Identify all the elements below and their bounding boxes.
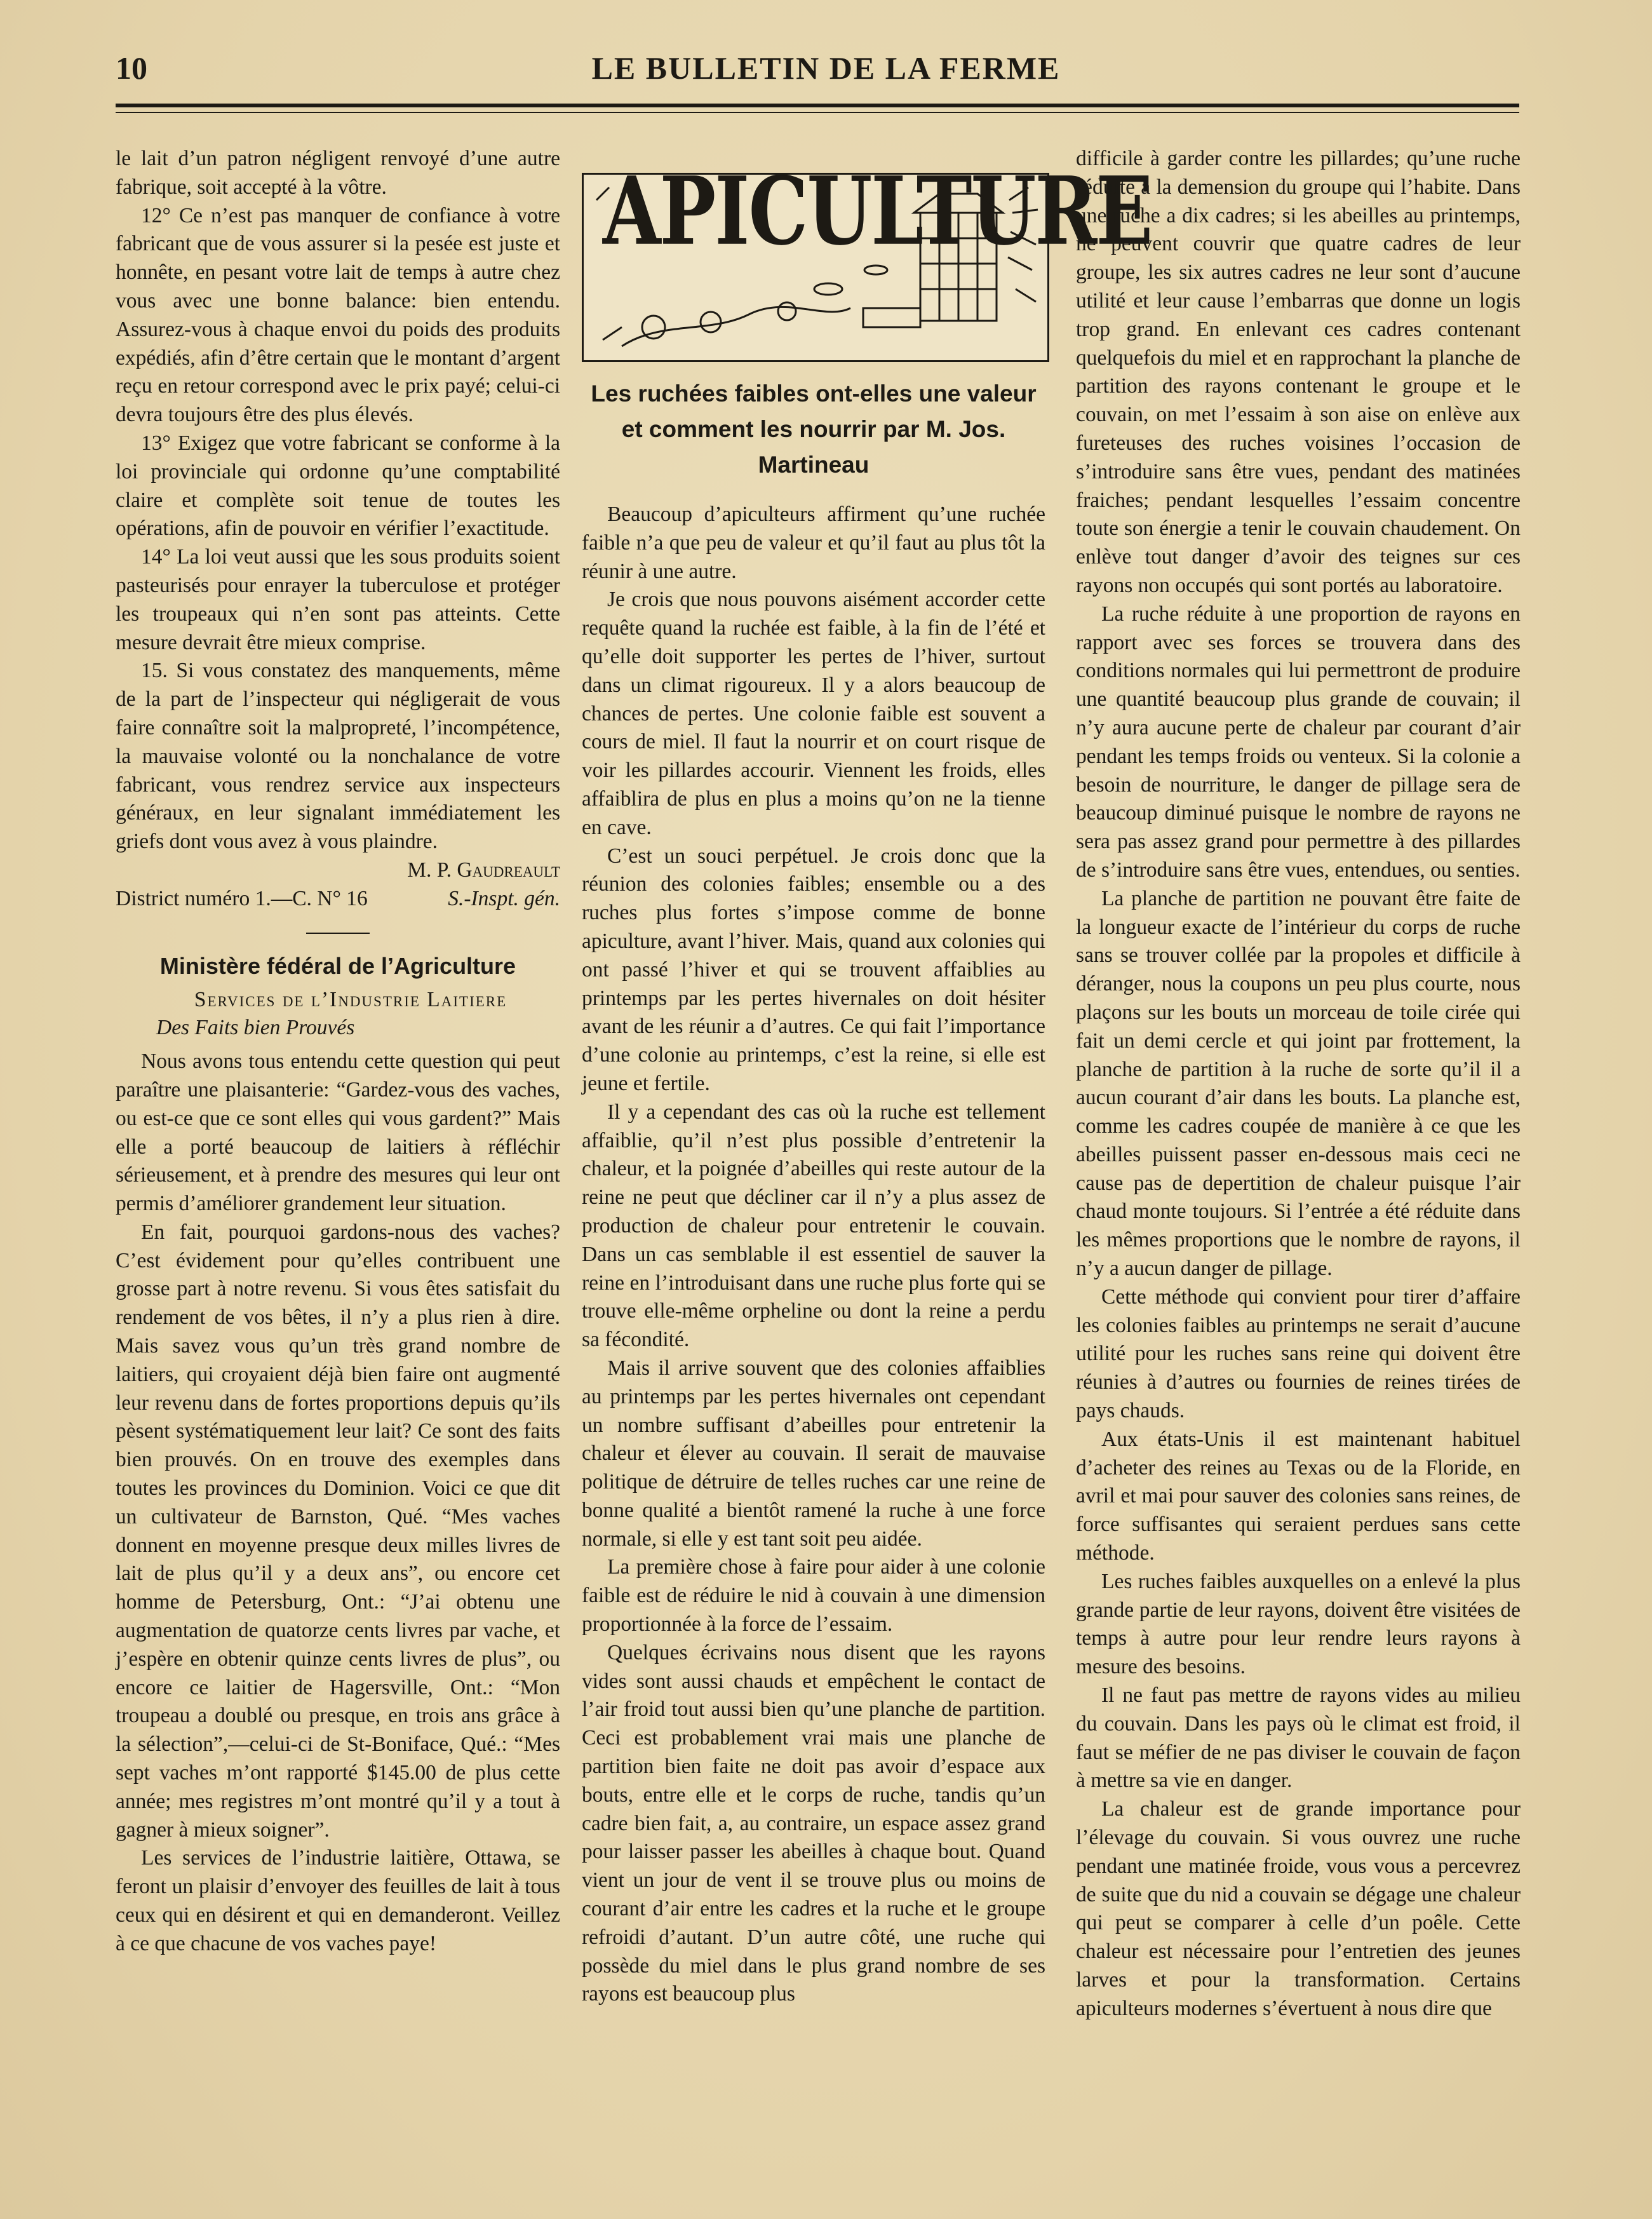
paragraph: Nous avons tous entendu cette question qui peut paraître une plaisanterie: “Gardez-vous des vaches, ou est-ce que ce sont elles qui vous gardent?” Mais elle a porté beaucoup de laitiers à réfléchir sérieusement, et à prendre des mesures qui leur ont permis d’améliorer grandement leur situation. [116, 1049, 560, 1216]
header-rule-thin [116, 112, 1519, 113]
district-role: S.-Inspt. gén. [448, 886, 560, 910]
beehive-illustration-icon [584, 175, 1047, 360]
banner-word: APICULTURE [603, 156, 1152, 266]
paragraph: Quelques écrivains nous disent que les rayons vides sont aussi chauds et empêchent le contact de l’air froid tout aussi bien qu’une planche de partition. Ceci est probablement vrai mais une planche de partition bien faite ne doit pas avoir d’espace aux bouts, entre elle et le corps de ruche, tandis qu’un cadre bien fait, a, au contraire, un espace assez grand pour laisser passer les abeilles à chaque bout. Quand vient un jour de vent il se trouve plus ou moins de courant d’air entre les cadres et la ruche et le groupe refroidi d’autant. D’un autre côté, une ruche qui possède du miel dans le plus grand nombre de ses rayons est beaucoup plus [582, 1640, 1045, 2006]
paragraph: La première chose à faire pour aider à une colonie faible est de réduire le nid à couvain à une dimension proportionnée à la force de l’essaim. [582, 1555, 1045, 1636]
district-number: District numéro 1.—C. N° 16 [116, 886, 368, 910]
paragraph: La ruche réduite à une proportion de rayons en rapport avec ses forces se trouvera dans des conditions normales qui lui permettront de produire une quantité beaucoup plus grande de couvain; il n’y aura aucune perte de chaleur par courant d’air pendant les temps froids ou venteux. Si la colonie a besoin de nourriture, le danger de pillage sera de beaucoup diminué puisque le nombre de rayons ne sera pas assez grand pour permettre à des pillardes de s’introduire sans être vues, entendues, ou senties. [1076, 602, 1521, 882]
paragraph: La planche de partition ne pouvant être faite de la longueur exacte de l’intérieur du corps de ruche sans se trouver collée par la propoles et difficile à déranger, nous la coupons un peu plus courte, nous plaçons sur les bouts un morceau de toile cirée qui fait un demi cercle et qui joint par frottement, la planche de partition à la ruche de sorte qu’il il a aucun courant d’air dans les bouts. La planche est, comme les cadres coupée de manière à ce que les abeilles puissent passer en-dessous mais ceci ne cause pas de depertition de chaleur puisque l’air chaud monte toujours. Si l’entrée a été réduite dans les mêmes proportions que le nombre de rayons, il n’y a aucun danger de pillage. [1076, 886, 1521, 1281]
paragraph: Les ruches faibles auxquelles on a enlevé la plus grande partie de leur rayons, doivent être visitées de temps à autre pour leur rendre leurs rayons à mesure des besoins. [1076, 1569, 1521, 1679]
district-line [116, 885, 560, 914]
section-subtitle: Services de l’Industrie Laitiere [194, 987, 507, 1011]
column-1 [116, 145, 560, 1959]
paragraph: le lait d’un patron négligent renvoyé d’une autre fabrique, soit accepté à la vôtre. [116, 147, 560, 199]
paragraph: En fait, pourquoi gardons-nous des vaches? C’est évidement pour qu’elles contribuent une grosse part à notre revenu. Si vous êtes satisfait du rendement de vos bêtes, il n’y a plus rien à dire. Mais savez vous qu’un très grand nombre de laitiers, qui croyaient déjà bien faire ont augmenté leur revenu dans de fortes proportions depuis qu’ils pèsent systématiquement leur lait? Ce sont des faits bien prouvés. On en trouve des exemples dans toutes les provinces du Dominion. Voici ce que dit un cultivateur de Barnston, Qué. “Mes vaches donnent en moyenne presque deux milles livres de lait de plus qu’il y a deux ans”, ou encore cet homme de Petersburg, Ont.: “J’ai obtenu une augmentation de quatorze cents livres par vache, et j’espère en obtenir quinze cents livres de plus”, ou encore ce laitier de Hagersville, Ont.: “Mon troupeau a doublé ou presque, en trois ans grâce à la sélection”,—celui-ci de St-Boniface, Qué.: “Mes sept vaches m’ont rapporté $145.00 de plus cette année; mes registres m’ont montré qu’il y a tout à gagner à mieux soigner”. [116, 1220, 560, 1842]
publication-title: LE BULLETIN DE LA FERME [591, 50, 1061, 86]
section-italic-heading: Des Faits bien Prouvés [156, 1016, 355, 1040]
paragraph: Je crois que nous pouvons aisément accorder cette requête quand la ruchée est faible, à la fin de l’été et qu’elle doit supporter les pertes de l’hiver, surtout dans un climat rigoureux. Il y a alors beaucoup de chances de pertes. Une colonie faible est souvent a cours de miel. Il faut la nourrir et on court risque de voir les pillardes accourir. Viennent les froids, elles affaiblira de plus en plus a moins qu’on ne la tienne en cave. [582, 588, 1045, 839]
paragraph: Il y a cependant des cas où la ruche est tellement affaiblie, qu’il n’est plus possible d’entretenir la chaleur, et la poignée d’abeilles qui reste autour de la reine ne peut que décliner car il n’y a plus assez de production de chaleur pour entretenir le couvain. Dans un cas semblable il est essentiel de sauver la reine en l’introduisant dans une ruche plus forte qui se trouve elle-même orpheline ou dont la reine a perdu sa fécondité. [582, 1100, 1045, 1352]
section-title: Ministère fédéral de l’Agriculture [159, 952, 516, 979]
page-number: 10 [116, 50, 147, 86]
paragraph: Cette méthode qui convient pour tirer d’affaire les colonies faibles au printemps ne serait d’aucune utilité pour les ruches sans reine qui doivent être réunies à d’autres ou fournies de reines tirées de pays chauds. [1076, 1285, 1521, 1423]
paragraph: 15. Si vous constatez des manquements, même de la part de l’inspecteur qui négligerait de vous faire connaître soit la malpropreté, l’incompétence, la mauvaise volonté ou la nonchalance de votre fabricant, vous rendrez service aux inspecteurs généraux, en leur signalant immédiatement les griefs dont vous avez à vous plaindre. [116, 659, 560, 854]
header-rule [116, 104, 1519, 107]
paragraph: Mais il arrive souvent que des colonies affaiblies au printemps par les pertes hivernales ont cependant un nombre suffisant d’abeilles pour entretenir la chaleur et élever au couvain. Il serait de mauvaise politique de détruire de telles ruches car une reine de bonne qualité a bientôt ramené la ruche à une force normale, si elle y est tant soit peu aidée. [582, 1356, 1045, 1551]
paragraph: Il ne faut pas mettre de rayons vides au milieu du couvain. Dans les pays où le climat est froid, il faut se méfier de ne pas diviser le couvain de façon à mettre sa vie en danger. [1076, 1683, 1521, 1793]
column-2 [582, 156, 1152, 2009]
paragraph: La chaleur est de grande importance pour l’élevage du couvain. Si vous ouvrez une ruche pendant une matinée froide, vous vous a percevrez de suite que du nid a couvain se dégage une chaleur qui peut se comparer à celle d’un poêle. Cette chaleur est nécessaire pour l’entretien des jeunes larves et pour la transformation. Certains apiculteurs modernes s’évertuent à nous dire que [1076, 1797, 1521, 2020]
column-3 [1076, 145, 1521, 2023]
signature: M. P. Gaudreault [407, 858, 560, 882]
paragraph: 14° La loi veut aussi que les sous produits soient pasteurisés pour enrayer la tuberculose et protéger les troupeaux qui n’en sont pas atteints. Cette mesure devrait être mieux comprise. [116, 545, 560, 654]
paragraph: 12° Ce n’est pas manquer de confiance à votre fabricant que de vous assurer si la pesée est juste et honnête, en pesant votre lait de temps à autre chez vous avec une bonne balance: bien entendu. Assurez-vous à chaque envoi du poids des produits expédiés, afin d’être certain que le montant d’argent reçu en retour correspond avec le prix payé; celui-ci devra toujours être des plus élevés. [116, 203, 560, 427]
section-divider [306, 933, 370, 934]
paragraph: 13° Exigez que votre fabricant se conforme à la loi provinciale qui ordonne qu’une comptabilité claire et complète soit tenue de toutes les opérations, afin de pouvoir en vérifier l’exactitude. [116, 431, 560, 541]
paragraph: Les services de l’industrie laitière, Ottawa, se feront un plaisir d’envoyer des feuilles de lait à tous ceux qui en désirent et qui en demanderont. Veillez à ce que chacune de vos vaches paye! [116, 1846, 560, 1955]
apiculture-banner [582, 156, 1152, 362]
paragraph: C’est un souci perpétuel. Je crois donc que la réunion des colonies faibles; ensemble ou a des ruches plus fortes s’impose comme de bonne apiculture, avant l’hiver. Mais, quand aux colonies qui ont passé l’hiver et qui se trouvent affaiblies au printemps par les pertes hivernales on doit hésiter avant de les réunir a d’autres. Ce qui fait l’importance d’une colonie au printemps, c’est la reine, si elle est jeune et fertile. [582, 844, 1045, 1095]
paragraph: Beaucoup d’apiculteurs affirment qu’une ruchée faible n’a que peu de valeur et qu’il faut au plus tôt la réunir à une autre. [582, 502, 1045, 583]
paragraph: Aux états-Unis il est maintenant habituel d’acheter des reines au Texas ou de la Floride, en avril et mai pour sauver des colonies sans reines, de force suffisantes qui seraient perdues sans cette méthode. [1076, 1427, 1521, 1565]
article-title: Les ruchées faibles ont-elles une valeur et comment les nourrir par M. Jos. Martineau [591, 381, 1037, 478]
paragraph: difficile à garder contre les pillardes; qu’une ruche réduite à la demension du groupe qui l’habite. Dans une ruche a dix cadres; si les abeilles au printemps, ne peuvent couvrir que quatre cadres de leur groupe, les six autres cadres ne leur sont d’aucune utilité et leur cause l’embarras que donne un logis trop grand. En enlevant ces cadres contenant quelquefois du miel et en rapprochant la planche de partition des rayons contenant le groupe et le couvain, on met l’essaim à son aise on enlève aux fureteuses des ruches voisines l’occasion de s’introduire sans être vues, pendant des matinées fraiches; pendant lesquelles l’essaim concentre toute son énergie a tenir le couvain chaudement. On enlève tout danger d’avoir des teignes sur ces rayons non occupés qui sont portés au laboratoire. [1076, 147, 1521, 597]
